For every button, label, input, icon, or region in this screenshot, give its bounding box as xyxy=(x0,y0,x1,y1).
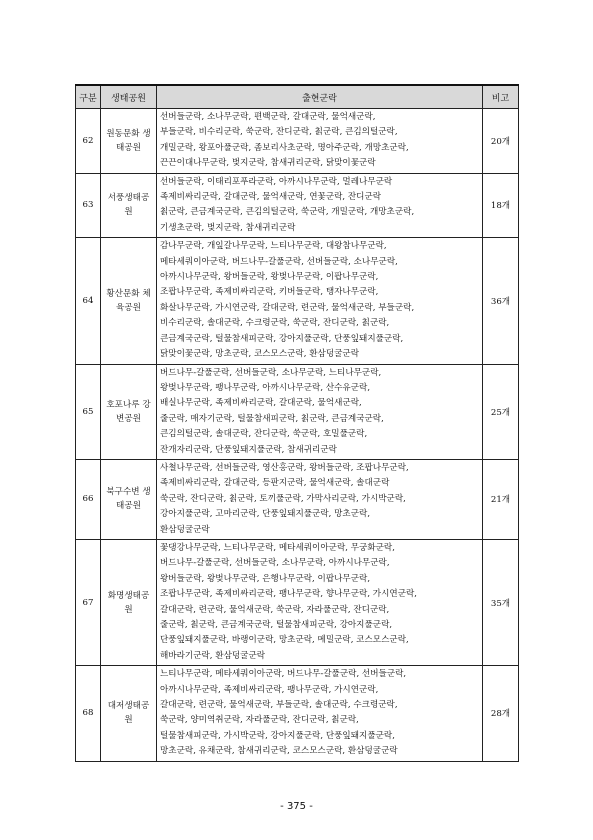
community-line: 해바라기군락, 환삼덩굴군락 xyxy=(160,650,266,661)
community-line: 개밀군락, 왕포아풀군락, 좀보리사초군락, 명아주군락, 개망초군락, xyxy=(160,142,409,153)
row-number: 64 xyxy=(76,238,101,364)
park-name: 서풍생태공원 xyxy=(107,193,150,218)
table-row xyxy=(76,238,519,364)
community-line: 왕버들군락, 왕벚나무군락, 은행나무군락, 이팝나무군락, xyxy=(160,573,371,584)
count-note: 18개 xyxy=(483,173,519,238)
count-note: 20개 xyxy=(483,109,519,174)
communities-cell xyxy=(157,459,483,539)
row-number: 67 xyxy=(76,539,101,665)
park-cell xyxy=(101,238,157,364)
community-line: 줄군락, 칡군락, 큰금계국군락, 털물참새피군락, 강아지풀군락, xyxy=(160,620,393,630)
header-no: 구분 xyxy=(76,85,101,109)
community-line: 아까시나무군락, 족제비싸리군락, 팽나무군락, 가시연군락, xyxy=(160,684,379,695)
community-line: 선버들군락, 소나무군락, 편백군락, 갈대군락, 물억새군락, xyxy=(160,112,376,122)
park-name: 황산문화 체육공원 xyxy=(106,288,151,313)
table-row xyxy=(76,173,519,238)
count-note: 21개 xyxy=(483,459,519,539)
community-line: 망초군락, 유채군락, 참새귀리군락, 코스모스군락, 환삼덩굴군락 xyxy=(160,746,398,757)
count-note: 28개 xyxy=(483,666,519,761)
park-cell xyxy=(101,666,157,761)
row-number: 62 xyxy=(76,109,101,174)
communities-cell xyxy=(157,364,483,459)
park-name: 북구수변 생태공원 xyxy=(106,487,151,512)
park-name: 호포나루 강변공원 xyxy=(106,399,151,424)
community-line: 줄군락, 매자기군락, 털물참새피군락, 칡군락, 큰금계국군락, xyxy=(160,413,384,424)
communities-cell xyxy=(157,109,483,174)
table-row xyxy=(76,459,519,539)
header-note: 비고 xyxy=(483,85,519,109)
community-line: 강아지풀군락, 고마리군락, 단풍잎돼지풀군락, 망초군락, xyxy=(160,509,371,520)
community-line: 아까시나무군락, 왕버들군락, 왕벚나무군락, 이팝나무군락, xyxy=(160,272,379,283)
community-line: 감나무군락, 개잎갈나무군락, 느티나무군락, 대왕참나무군락, xyxy=(160,241,387,252)
community-line: 큰김의털군락, 솔대군락, 잔디군락, 쑥군락, 호밀풀군락, xyxy=(160,429,368,440)
community-line: 단풍잎돼지풀군락, 바랭이군락, 망초군락, 메밀군락, 코스모스군락, xyxy=(160,635,409,646)
table-row xyxy=(76,364,519,459)
park-cell xyxy=(101,364,157,459)
park-cell xyxy=(101,539,157,665)
community-line: 꽃댕강나무군락, 느티나무군락, 메타세쿼이아군락, 무궁화군락, xyxy=(160,542,395,553)
table-body xyxy=(76,109,519,762)
row-number: 63 xyxy=(76,173,101,238)
communities-cell xyxy=(157,238,483,364)
community-line: 큰금계국군락, 털물참새피군락, 강아지풀군락, 단풍잎돼지풀군락, xyxy=(160,333,404,344)
communities-cell xyxy=(157,666,483,761)
community-line: 조팝나무군락, 족제비싸리군락, 키버들군락, 탱자나무군락, xyxy=(160,287,379,298)
table-row xyxy=(76,666,519,761)
community-line: 버드나무-갈풀군락, 선버들군락, 소나무군락, 느티나무군락, xyxy=(160,367,382,378)
table-header-row xyxy=(76,85,519,109)
community-line: 족제비싸리군락, 갈대군락, 등판지군락, 물억새군락, 솔대군락 xyxy=(160,478,390,489)
community-line: 환삼덩굴군락 xyxy=(160,524,210,535)
community-line: 기생초군락, 벚지군락, 참새귀리군락 xyxy=(160,222,296,233)
community-line: 부들군락, 비수리군락, 쑥군락, 잔디군락, 칡군락, 큰김의털군락, xyxy=(160,127,398,138)
community-line: 털물참새피군락, 가시박군락, 강아지풀군락, 단풍잎돼지풀군락, xyxy=(160,730,395,741)
page-number: - 375 - xyxy=(280,801,313,812)
count-note: 35개 xyxy=(483,539,519,665)
park-cell xyxy=(101,173,157,238)
count-note: 36개 xyxy=(483,238,519,364)
header-communities: 출현군락 xyxy=(157,85,483,109)
park-name: 대저생태공원 xyxy=(107,701,150,726)
community-line: 닭맞이꽃군락, 망초군락, 코스모스군락, 환삼덩굴군락 xyxy=(160,349,360,360)
community-line: 선버들군락, 이태리포푸라군락, 아까시나무군락, 멀레나무군락 xyxy=(160,176,393,187)
park-cell xyxy=(101,109,157,174)
community-line: 사철나무군락, 선버들군락, 영산홍군락, 왕버들군락, 조팝나무군락, xyxy=(160,462,409,473)
community-line: 족제비싸리군락, 갈대군락, 물억새군락, 연꽃군락, 잔디군락 xyxy=(160,192,382,203)
community-line: 조팝나무군락, 족제비싸리군락, 팽나무군락, 향나무군락, 가시연군락, xyxy=(160,589,418,600)
table-row xyxy=(76,539,519,665)
community-line: 갈대군락, 련군락, 물억새군락, 부들군락, 솔대군락, 수크령군락, xyxy=(160,700,398,711)
community-line: 끈끈이대나무군락, 벚지군락, 참새귀리군락, 닭맞이꽃군락 xyxy=(160,158,376,169)
community-line: 느티나무군락, 메타세쿼이아군락, 버드나무-갈풀군락, 선버들군락, xyxy=(160,669,407,680)
community-line: 잔개자리군락, 단풍잎돼지풀군락, 참새귀리군락 xyxy=(160,444,337,455)
communities-cell xyxy=(157,539,483,665)
community-line: 칡군락, 큰금계국군락, 큰김의털군락, 쑥군락, 개밀군락, 개망초군락, xyxy=(160,207,415,218)
count-note: 25개 xyxy=(483,364,519,459)
community-line: 메타세쿼이아군락, 버드나무-갈풀군락, 선버들군락, 소나무군락, xyxy=(160,256,398,267)
community-line: 배실나무군락, 족제비싸리군락, 갈대군락, 물억새군락, xyxy=(160,398,362,409)
community-line: 왕벚나무군락, 팽나무군락, 아까시나무군락, 산수유군락, xyxy=(160,382,371,393)
row-number: 68 xyxy=(76,666,101,761)
row-number: 65 xyxy=(76,364,101,459)
park-name: 원동문화 생태공원 xyxy=(106,128,151,153)
community-table xyxy=(75,84,519,762)
communities-cell xyxy=(157,173,483,238)
community-line: 비수리군락, 솔대군락, 수크령군락, 쑥군락, 잔디군락, 칡군락, xyxy=(160,318,390,329)
header-park: 생태공원 xyxy=(101,85,157,109)
community-line: 쑥군락, 양미역취군락, 자라풀군락, 잔디군락, 칡군락, xyxy=(160,715,359,726)
park-cell xyxy=(101,459,157,539)
community-line: 버드나무-갈풀군락, 선버들군락, 소나무군락, 아까시나무군락, xyxy=(160,558,390,569)
park-name: 화명생태공원 xyxy=(107,590,150,615)
community-line: 갈대군락, 련군락, 물억새군락, 쑥군락, 자라풀군락, 잔디군락, xyxy=(160,604,390,615)
row-number: 66 xyxy=(76,459,101,539)
community-line: 화살나무군락, 가시연군락, 갈대군락, 련군락, 물억새군락, 부들군락, xyxy=(160,302,415,313)
community-line: 쑥군락, 잔디군락, 칡군락, 토끼풀군락, 가막사리군락, 가시박군락, xyxy=(160,493,406,504)
table-row xyxy=(76,109,519,174)
